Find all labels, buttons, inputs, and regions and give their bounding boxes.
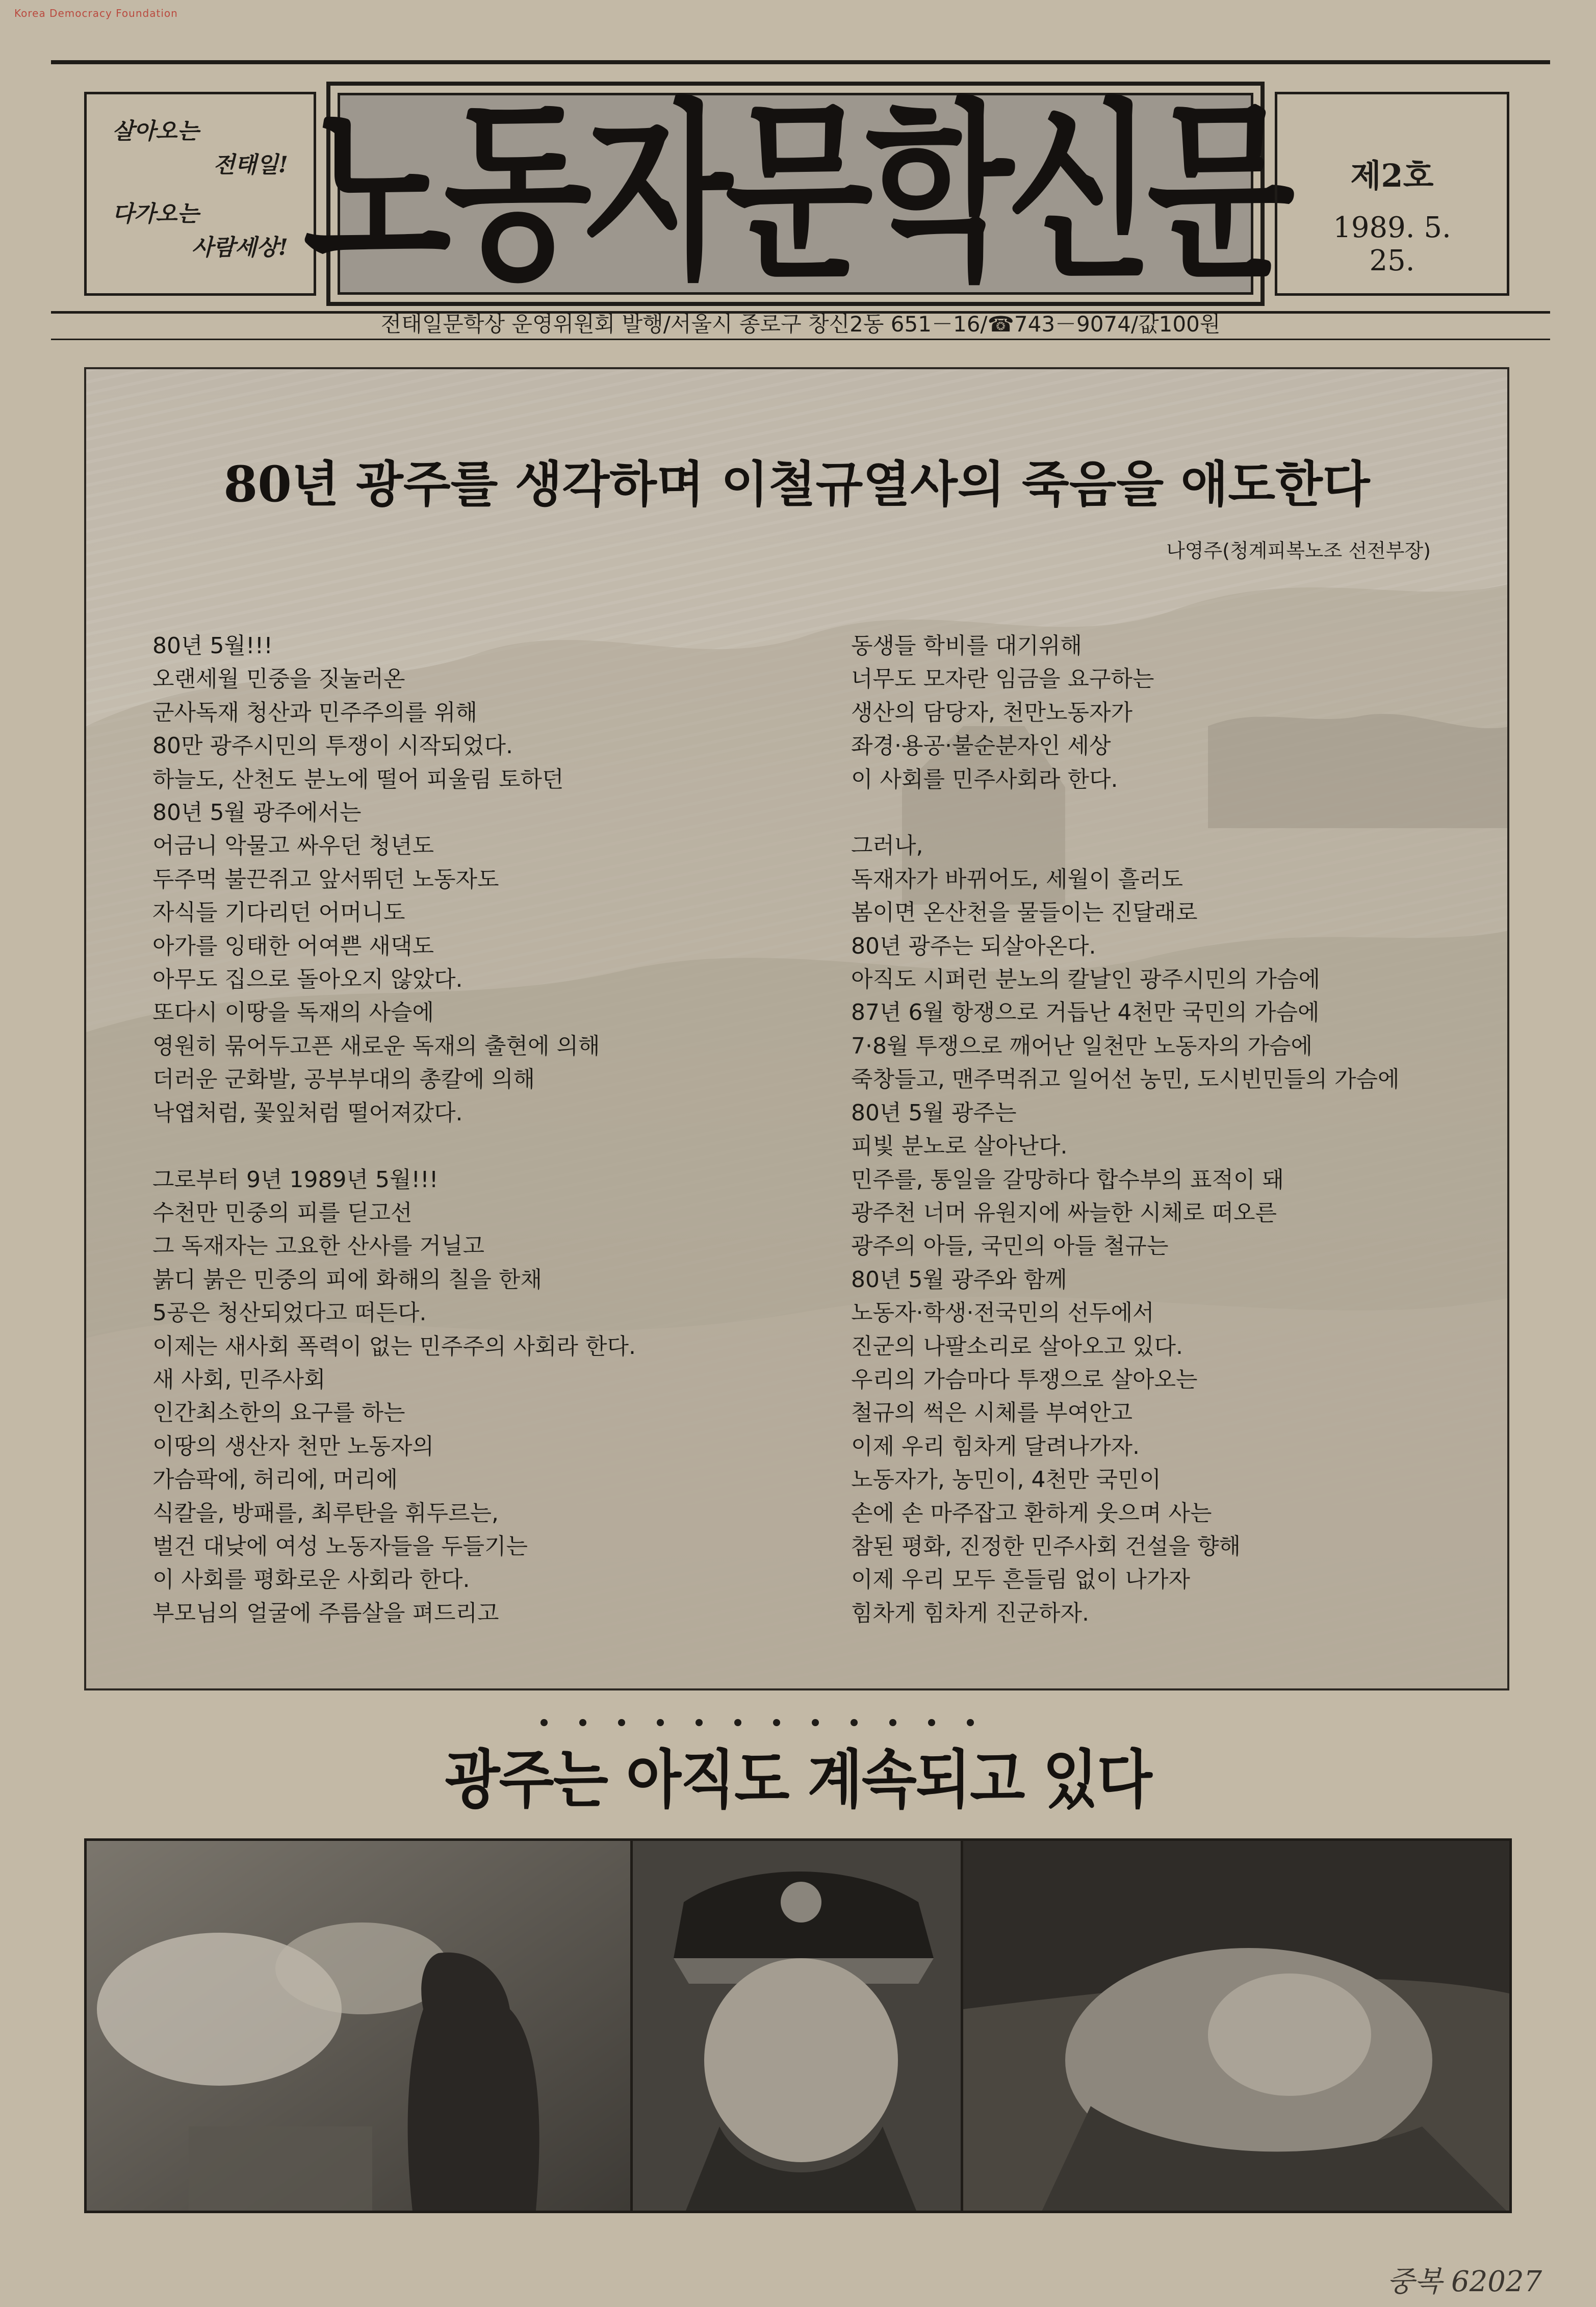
publication-info-rule <box>51 339 1550 340</box>
poem-line: 그러나, <box>851 833 923 859</box>
poem-line: 벌건 대낮에 여성 노동자들을 두들기는 <box>152 1533 528 1559</box>
emphasis-dot <box>734 1719 741 1726</box>
poem-line: 가슴팍에, 허리에, 머리에 <box>152 1467 398 1493</box>
poem-line: 어금니 악물고 싸우던 청년도 <box>152 833 434 859</box>
poem-line: 피빛 분노로 살아난다. <box>851 1133 1068 1160</box>
poem-line: 이제는 새사회 폭력이 없는 민주주의 사회라 한다. <box>152 1333 636 1360</box>
publication-info: 전태일문학상 운영위원회 발행/서울시 종로구 창신2동 651－16/☎743－9074/값100원 <box>380 312 1221 337</box>
poem-line: 낙엽처럼, 꽃잎처럼 떨어져갔다. <box>152 1099 463 1126</box>
archive-stamp: Korea Democracy Foundation <box>14 7 178 19</box>
masthead-panel <box>303 82 1288 305</box>
poem-line: 이제 우리 모두 흔들림 없이 나가자 <box>851 1567 1190 1593</box>
poem-line: 생산의 담당자, 천만노동자가 <box>851 699 1133 726</box>
photo-military-officer-image <box>633 1841 963 2211</box>
emphasis-dot <box>696 1719 703 1726</box>
article-byline: 나영주(청계피복노조 선전부장) <box>1166 540 1431 562</box>
poem-line <box>851 796 1400 829</box>
poem-line: 독재자가 바뀌어도, 세월이 흘러도 <box>851 866 1183 892</box>
emphasis-dot <box>812 1719 819 1726</box>
feature-article <box>84 367 1509 1690</box>
photo-victim <box>963 1841 1509 2211</box>
poem-line: 80년 5월 광주는 <box>851 1099 1017 1126</box>
poem-line: 이 사회를 민주사회라 한다. <box>851 766 1118 792</box>
poem-line: 붉디 붉은 민중의 피에 화해의 칠을 한채 <box>152 1266 542 1293</box>
poem-line: 봄이면 온산천을 물들이는 진달래로 <box>851 900 1198 926</box>
poem-line: 하늘도, 산천도 분노에 떨어 피울림 토하던 <box>152 766 564 792</box>
poem-line: 힘차게 힘차게 진군하자. <box>851 1600 1089 1626</box>
poem-line: 더러운 군화발, 공부부대의 총칼에 의해 <box>152 1066 535 1093</box>
poem-line: 좌경·용공·불순분자인 세상 <box>851 733 1111 759</box>
slogan-line: 다가오는 <box>112 201 199 227</box>
emphasis-dot <box>889 1719 896 1726</box>
poem-line: 노동자가, 농민이, 4천만 국민이 <box>851 1467 1161 1493</box>
poem-line: 수천만 민중의 피를 딛고선 <box>152 1199 413 1226</box>
emphasis-dot <box>851 1719 858 1726</box>
photo-strip <box>84 1838 1512 2213</box>
poem-line: 아무도 집으로 돌아오지 않았다. <box>152 966 463 993</box>
poem-line: 80만 광주시민의 투쟁이 시작되었다. <box>152 733 513 759</box>
slogan-line: 사람세상! <box>191 235 288 261</box>
poem-line: 새 사회, 민주사회 <box>152 1366 326 1393</box>
newspaper-title: 노동자문학신문 <box>303 82 1288 305</box>
poem-right-column <box>851 629 1400 1630</box>
poem-line: 오랜세월 민중을 짓눌러온 <box>152 666 405 693</box>
poem-line: 군사독재 청산과 민주주의를 위해 <box>152 699 478 726</box>
poem-line: 아직도 시퍼런 분노의 칼날인 광주시민의 가슴에 <box>851 966 1321 993</box>
poem-line: 참된 평화, 진정한 민주사회 건설을 향해 <box>851 1533 1241 1559</box>
masthead-frame <box>303 82 1288 306</box>
poem-line: 민주를, 통일을 갈망하다 합수부의 표적이 돼 <box>851 1166 1284 1193</box>
poem-line: 동생들 학비를 대기위해 <box>851 633 1083 659</box>
poem-line: 이제 우리 힘차게 달려나가자. <box>851 1433 1140 1459</box>
poem-left-column <box>152 629 636 1630</box>
emphasis-dot <box>540 1719 548 1726</box>
poem-line: 부모님의 얼굴에 주름살을 펴드리고 <box>152 1600 499 1626</box>
poem-line: 광주천 너머 유원지에 싸늘한 시체로 떠오른 <box>851 1199 1277 1226</box>
poem-line: 노동자·학생·전국민의 선두에서 <box>851 1300 1154 1326</box>
poem-line: 80년 5월 광주에서는 <box>152 800 362 826</box>
poem-line: 이땅의 생산자 천만 노동자의 <box>152 1433 434 1459</box>
poem-line: 진군의 나팔소리로 살아오고 있다. <box>851 1333 1183 1360</box>
poem-line: 그로부터 9년 1989년 5월!!! <box>152 1166 439 1193</box>
slogan-line: 전태일! <box>213 152 288 178</box>
poem-line: 너무도 모자란 임금을 요구하는 <box>851 666 1154 693</box>
poem-line: 광주의 아들, 국민의 아들 철규는 <box>851 1233 1169 1260</box>
poem-line: 5공은 청산되었다고 떠든다. <box>152 1300 427 1326</box>
photo-mourning-mother-image <box>87 1841 633 2211</box>
emphasis-dot <box>773 1719 780 1726</box>
emphasis-dot <box>967 1719 974 1726</box>
issue-number: 제2호 <box>1350 157 1434 194</box>
poem-line: 우리의 가슴마다 투쟁으로 살아오는 <box>851 1366 1198 1393</box>
poem-line: 80년 5월 광주와 함께 <box>851 1266 1067 1293</box>
masthead-top-rule <box>51 60 1550 64</box>
issue-box <box>1275 92 1509 296</box>
poem-line: 죽창들고, 맨주먹쥐고 일어선 농민, 도시빈민들의 가슴에 <box>851 1066 1400 1093</box>
emphasis-dot <box>657 1719 664 1726</box>
photo-mourning-mother <box>87 1841 633 2211</box>
poem-line: 아가를 잉태한 어여쁜 새댁도 <box>152 933 434 959</box>
photo-section-headline: 광주는 아직도 계속되고 있다 <box>445 1744 1151 1817</box>
poem-line: 80년 5월!!! <box>152 633 273 659</box>
poem-line: 또다시 이땅을 독재의 사슬에 <box>152 999 434 1026</box>
archive-handwritten-note: 중복 62027 <box>1387 2265 1542 2298</box>
poem-line: 두주먹 불끈쥐고 앞서뛰던 노동자도 <box>152 866 499 892</box>
emphasis-dots <box>540 1719 1091 1728</box>
poem-line: 자식들 기다리던 어머니도 <box>152 900 405 926</box>
poem-line: 식칼을, 방패를, 최루탄을 휘두르는, <box>152 1500 499 1526</box>
poem-line: 이 사회를 평화로운 사회라 한다. <box>152 1567 470 1593</box>
issue-date: 1989. 5. 25. <box>1333 211 1451 277</box>
article-headline: 80년 광주를 생각하며 이철규열사의 죽음을 애도한다 <box>223 455 1370 513</box>
poem-line: 철규의 썩은 시체를 부여안고 <box>851 1400 1133 1426</box>
poem-line: 손에 손 마주잡고 환하게 웃으며 사는 <box>851 1500 1212 1526</box>
emphasis-dot <box>928 1719 935 1726</box>
photo-military-officer <box>633 1841 963 2211</box>
poem-line: 80년 광주는 되살아온다. <box>851 933 1096 959</box>
emphasis-dot <box>579 1719 586 1726</box>
photo-victim-image <box>963 1841 1509 2211</box>
slogan-line: 살아오는 <box>112 118 199 144</box>
emphasis-dot <box>618 1719 625 1726</box>
slogan-box <box>84 92 316 296</box>
poem-line: 그 독재자는 고요한 산사를 거닐고 <box>152 1233 484 1260</box>
poem-line: 영원히 묶어두고픈 새로운 독재의 출현에 의해 <box>152 1033 600 1059</box>
poem-line: 인간최소한의 요구를 하는 <box>152 1400 405 1426</box>
poem-line: 7·8월 투쟁으로 깨어난 일천만 노동자의 가슴에 <box>851 1033 1312 1059</box>
poem-line: 87년 6월 항쟁으로 거듭난 4천만 국민의 가슴에 <box>851 999 1320 1026</box>
poem-line <box>152 1130 636 1163</box>
